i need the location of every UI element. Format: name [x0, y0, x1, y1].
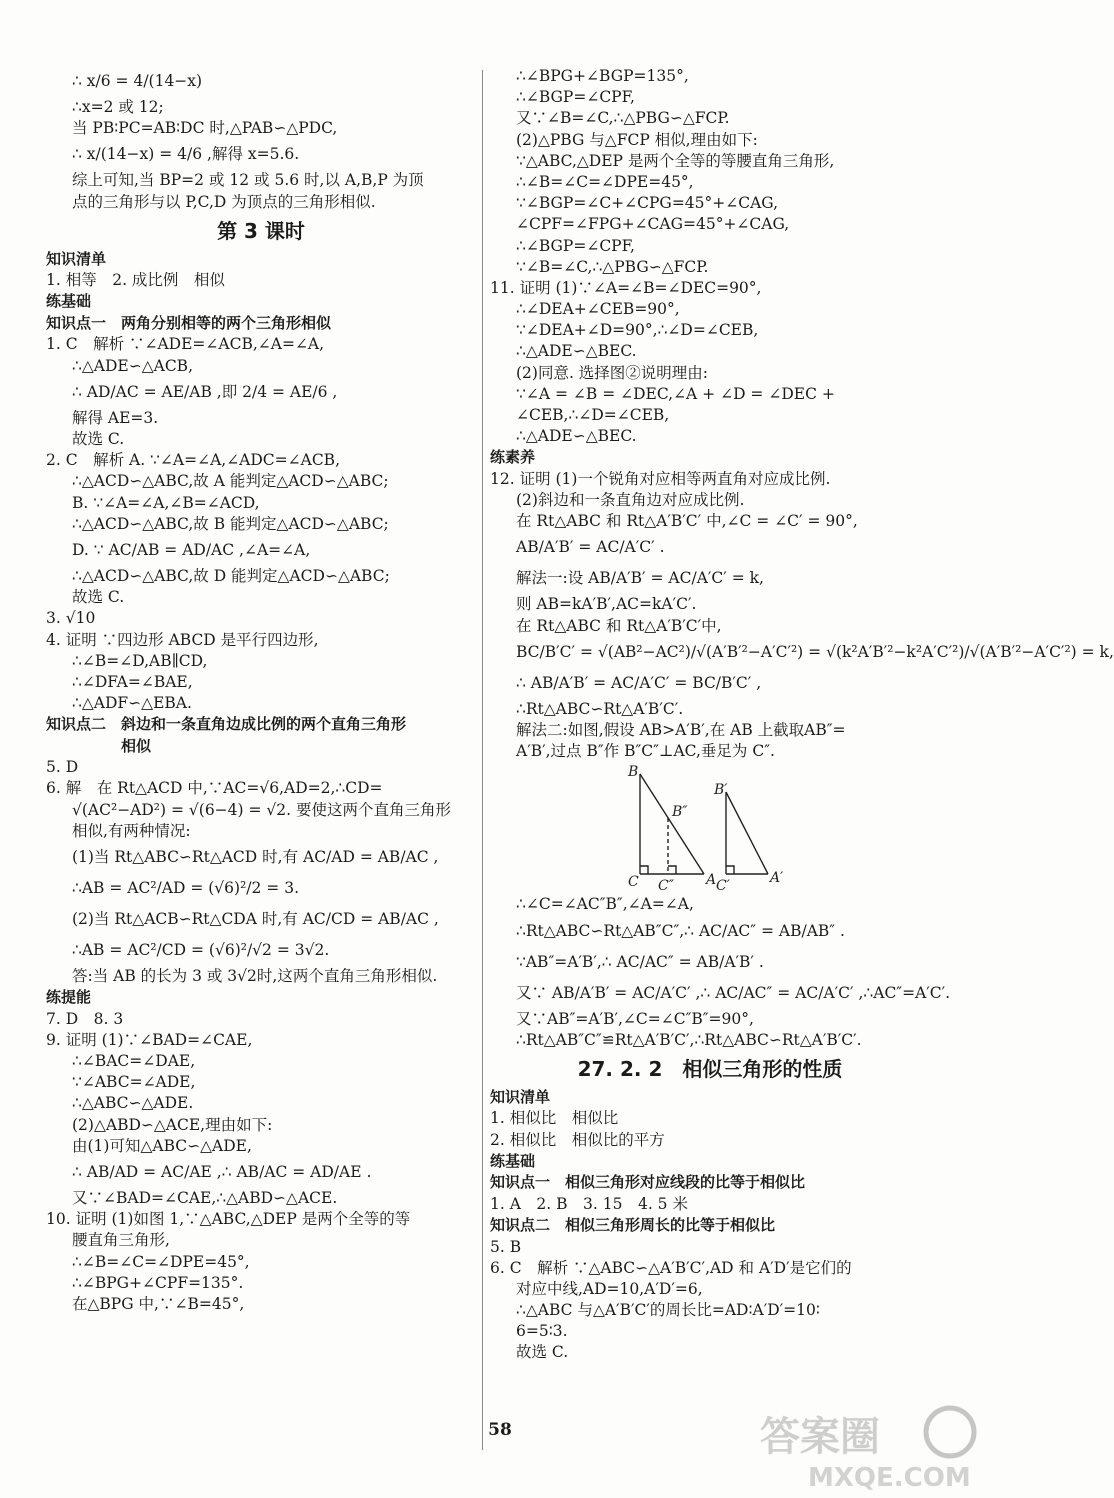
- text-line: 当 PB∶PC=AB∶DC 时,△PAB∽△PDC,: [72, 119, 338, 138]
- text-line: B. ∵∠A=∠A,∠B=∠ACD,: [72, 493, 260, 512]
- left-column: [46, 66, 476, 1315]
- text-line: 11. 证明 (1)∵∠A=∠B=∠DEC=90°,: [490, 278, 762, 297]
- text-line: 腰直角三角形,: [72, 1231, 170, 1250]
- text-line: ∵AB″=A′B′,∴ AC/AC″ = AB/A′B′ .: [516, 952, 764, 971]
- text-line: ∴∠B=∠D,AB∥CD,: [72, 651, 208, 670]
- text-line: 3. √10: [46, 609, 96, 628]
- text-line: 2. C 解析 A. ∵∠A=∠A,∠ADC=∠ACB,: [46, 451, 341, 470]
- text-line: 对应中线,AD=10,A′D′=6,: [516, 1279, 703, 1298]
- text-line: 又∵∠BAD=∠CAE,∴△ABD∽△ACE.: [72, 1189, 338, 1207]
- text-line: ∵∠A = ∠B = ∠DEC,∠A + ∠D = ∠DEC +: [516, 384, 835, 403]
- text-line: 在 Rt△ABC 和 Rt△A′B′C′中,: [516, 616, 722, 635]
- text-line: 6. C 解析 ∵△ABC∽△A′B′C′,AD 和 A′D′是它们的: [490, 1258, 852, 1277]
- text-line: ∴∠BGP=∠CPF,: [516, 236, 635, 255]
- triangle-figure: [490, 762, 930, 894]
- right-column: [490, 66, 1114, 1364]
- text-line: ∵∠ABC=∠ADE,: [72, 1073, 196, 1092]
- text-line: ∴△ADE∽△BEC.: [516, 427, 637, 446]
- text-line: BC/B′C′ = √(AB²−AC²)/√(A′B′²−A′C′²) = √(k²A′B′²−k²A′C′²)/√(A′B′²−A′C′²) = k,: [516, 642, 1114, 661]
- text-line: 故选 C.: [72, 430, 125, 448]
- text-line: 4. 证明 ∵四边形 ABCD 是平行四边形,: [46, 630, 319, 649]
- section-heading: 练提能: [46, 988, 92, 1007]
- text-line: 解得 AE=3.: [72, 408, 159, 427]
- text-line: A′B′,过点 B″作 B″C″⊥AC,垂足为 C″.: [516, 742, 775, 761]
- text-line: 答:当 AB 的长为 3 或 3√2时,这两个直角三角形相似.: [72, 967, 438, 985]
- text-line: ∴△ACD∽△ABC,故 A 能判定△ACD∽△ABC;: [72, 472, 389, 491]
- text-line: (2)斜边和一条直角边对应成比例.: [516, 491, 745, 510]
- text-line: ∴∠BGP=∠CPF,: [516, 88, 635, 107]
- text-line: 5. D: [46, 758, 79, 777]
- text-line: 在 Rt△ABC 和 Rt△A′B′C′ 中,∠C = ∠C′ = 90°,: [516, 512, 858, 531]
- text-line: ∴ AB/A′B′ = AC/A′C′ = BC/B′C′ ,: [516, 673, 762, 692]
- section-heading: 知识清单: [490, 1087, 551, 1106]
- text-line: ∴ AD/AC = AE/AB ,即 2/4 = AE/6 ,: [72, 382, 338, 401]
- text-line: ∴∠B=∠C=∠DPE=45°,: [516, 172, 694, 191]
- text-line: ∴∠B=∠C=∠DPE=45°,: [72, 1252, 250, 1271]
- text-line: 1. 相似比 相似比: [490, 1109, 619, 1128]
- section-title: 第 3 课时: [217, 218, 305, 243]
- text-line: ∴∠DFA=∠BAE,: [72, 672, 193, 691]
- text-line: 由(1)可知△ABC∽△ADE,: [72, 1136, 252, 1155]
- text-line: D. ∵ AC/AB = AD/AC ,∠A=∠A,: [72, 540, 311, 559]
- text-line: ∴△ADE∽△BEC.: [516, 342, 637, 361]
- watermark-logo-text: 答案圈: [760, 1414, 880, 1460]
- text-line: 12. 证明 (1)一个锐角对应相等两直角对应成比例.: [490, 469, 831, 488]
- text-line: ∴△ACD∽△ABC,故 B 能判定△ACD∽△ABC;: [72, 514, 389, 533]
- text-line: ∵∠BGP=∠C+∠CPG=45°+∠CAG,: [516, 194, 779, 213]
- section-heading: 知识清单: [46, 249, 107, 268]
- text-line: 相似,有两种情况:: [72, 821, 191, 840]
- text-line: 解法二:如图,假设 AB>A′B′,在 AB 上截取AB″=: [516, 721, 846, 739]
- text-line: 7. D 8. 3: [46, 1009, 124, 1028]
- text-line: ∴ x/6 = 4/(14−x): [72, 72, 203, 90]
- text-line: ∴Rt△AB″C″≌Rt△A′B′C′,∴Rt△ABC∽Rt△A′B′C′.: [516, 1030, 862, 1049]
- text-line: ∴∠BPG+∠CPF=135°.: [72, 1273, 244, 1292]
- text-line: ∴AB = AC²/CD = (√6)²/√2 = 3√2.: [72, 941, 330, 959]
- label-A: A: [706, 872, 717, 889]
- section-heading: 练基础: [46, 292, 92, 311]
- text-line: ∵△ABC,△DEP 是两个全等的等腰直角三角形,: [516, 151, 835, 170]
- section-heading: 相似: [46, 736, 152, 755]
- text-line: ∴x=2 或 12;: [72, 98, 164, 116]
- text-line: 9. 证明 (1)∵∠BAD=∠CAE,: [46, 1030, 253, 1049]
- watermark-logo: [754, 1402, 986, 1494]
- text-line: ∴∠DEA+∠CEB=90°,: [516, 300, 680, 319]
- text-line: 解法一:设 AB/A′B′ = AC/A′C′ = k,: [516, 569, 764, 588]
- text-line: 又∵∠B=∠C,∴△PBG∽△FCP.: [516, 109, 730, 128]
- text-line: ∴∠BPG+∠BGP=135°,: [516, 67, 689, 85]
- text-line: 1. 相等 2. 成比例 相似: [46, 271, 225, 290]
- text-line: ∵∠DEA+∠D=90°,∴∠D=∠CEB,: [516, 321, 759, 340]
- label-B: B: [628, 764, 639, 781]
- text-line: (2)△ABD∽△ACE,理由如下:: [72, 1115, 273, 1134]
- watermark-icon: [754, 1402, 986, 1494]
- text-line: ∴∠C=∠AC″B″,∠A=∠A,: [516, 895, 694, 914]
- text-line: 又∵ AB/A′B′ = AC/A′C′ ,∴ AC/AC″ = AC/A′C′ ,∴AC″=A′C′.: [516, 983, 951, 1002]
- section-heading: 知识点一 两角分别相等的两个三角形相似: [46, 313, 332, 332]
- label-B2: B″: [672, 804, 688, 821]
- text-line: 则 AB=kA′B′,AC=kA′C′.: [516, 595, 697, 614]
- text-line: 6. 解 在 Rt△ACD 中,∵AC=√6,AD=2,∴CD=: [46, 779, 383, 798]
- label-C2: C″: [658, 878, 674, 895]
- text-line: ∴∠BAC=∠DAE,: [72, 1052, 196, 1071]
- label-Bp: B′: [714, 782, 728, 799]
- column-divider: [482, 70, 483, 1450]
- text-line: ∴ AB/AD = AC/AE ,∴ AB/AC = AD/AE .: [72, 1163, 372, 1181]
- text-line: 故选 C.: [72, 588, 125, 607]
- text-line: (2)当 Rt△ACB∽Rt△CDA 时,有 AC/CD = AB/AC ,: [72, 910, 439, 928]
- text-line: ∠CEB,∴∠D=∠CEB,: [516, 406, 670, 424]
- text-line: √(AC²−AD²) = √(6−4) = √2. 要使这两个直角三角形: [72, 800, 452, 819]
- section-heading: 知识点二 相似三角形周长的比等于相似比: [490, 1216, 776, 1234]
- text-line: 6=5∶3.: [516, 1322, 568, 1341]
- text-line: 又∵AB″=A′B′,∠C=∠C″B″=90°,: [516, 1009, 754, 1028]
- text-line: 5. B: [490, 1237, 522, 1256]
- text-line: AB/A′B′ = AC/A′C′ .: [516, 538, 665, 557]
- text-line: 1. A 2. B 3. 15 4. 5 米: [490, 1194, 688, 1213]
- text-line: ∴Rt△ABC∽Rt△AB″C″,∴ AC/AC″ = AB/AB″ .: [516, 921, 845, 940]
- text-line: ∴AB = AC²/AD = (√6)²/2 = 3.: [72, 879, 299, 897]
- text-line: ∠CPF=∠FPG+∠CAG=45°+∠CAG,: [516, 215, 790, 234]
- label-Cp: C′: [716, 878, 730, 895]
- text-line: ∴△ADE∽△ACB,: [72, 356, 193, 375]
- section-title: 27. 2. 2 相似三角形的性质: [577, 1056, 843, 1081]
- text-line: ∴△ACD∽△ABC,故 D 能判定△ACD∽△ABC;: [72, 566, 390, 585]
- text-line: 2. 相似比 相似比的平方: [490, 1130, 665, 1149]
- section-heading: 练基础: [490, 1151, 536, 1170]
- text-line: 综上可知,当 BP=2 或 12 或 5.6 时,以 A,B,P 为顶: [72, 171, 424, 190]
- text-line: 故选 C.: [516, 1343, 569, 1362]
- label-C: C: [628, 874, 639, 891]
- text-line: ∴△ABC∽△ADE.: [72, 1094, 194, 1113]
- text-line: 10. 证明 (1)如图 1,∵△ABC,△DEP 是两个全等的等: [46, 1210, 411, 1229]
- text-line: (1)当 Rt△ABC∽Rt△ACD 时,有 AC/AD = AB/AC ,: [72, 848, 439, 866]
- text-line: 1. C 解析 ∵∠ADE=∠ACB,∠A=∠A,: [46, 335, 325, 354]
- section-heading: 知识点一 相似三角形对应线段的比等于相似比: [490, 1173, 806, 1192]
- page-number: 58: [488, 1420, 512, 1440]
- text-line: ∴Rt△ABC∽Rt△A′B′C′.: [516, 699, 684, 718]
- text-line: 在△BPG 中,∵∠B=45°,: [72, 1294, 245, 1313]
- text-line: (2)△PBG 与△FCP 相似,理由如下:: [516, 130, 758, 149]
- text-line: (2)同意. 选择图②说明理由:: [516, 363, 709, 382]
- text-line: ∴△ADF∽△EBA.: [72, 694, 192, 713]
- text-line: 点的三角形与以 P,C,D 为顶点的三角形相似.: [72, 192, 376, 211]
- text-line: ∴ x/(14−x) = 4/6 ,解得 x=5.6.: [72, 145, 300, 164]
- label-Ap: A′: [770, 870, 784, 887]
- section-heading: 练素养: [490, 448, 536, 467]
- section-heading: 知识点二 斜边和一条直角边成比例的两个直角三角形: [46, 715, 407, 734]
- text-line: ∵∠B=∠C,∴△PBG∽△FCP.: [516, 257, 709, 276]
- text-line: ∴△ABC 与△A′B′C′的周长比=AD∶A′D′=10∶: [516, 1301, 820, 1320]
- watermark-site-text: MXQE.COM: [808, 1463, 971, 1493]
